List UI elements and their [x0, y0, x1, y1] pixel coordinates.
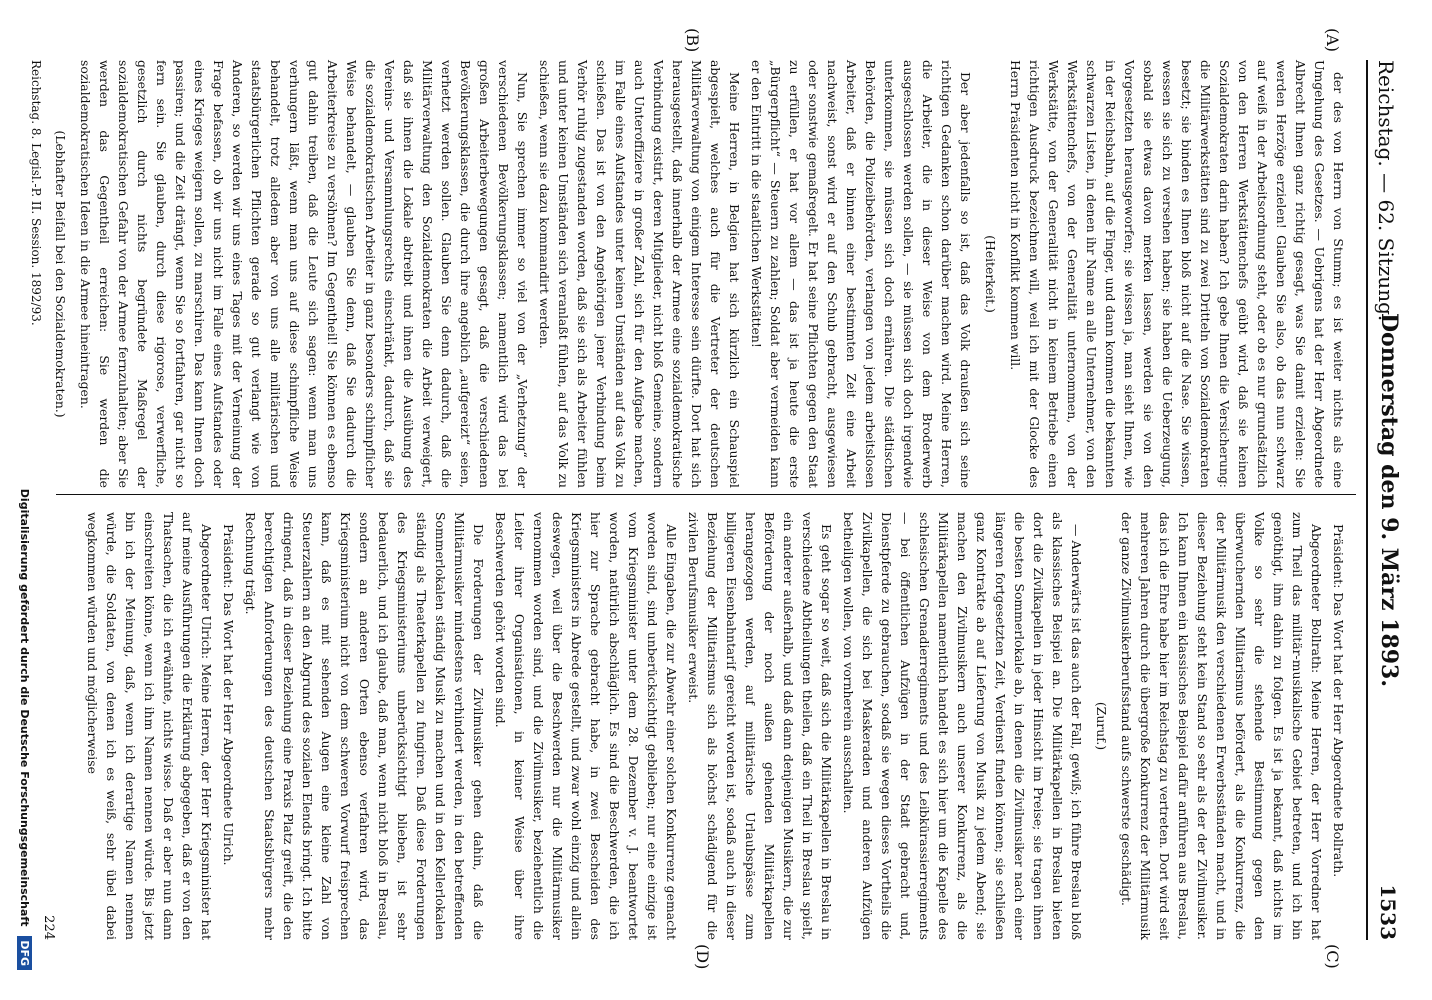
column-divider — [56, 494, 1356, 495]
page-number: 1533 — [1376, 884, 1400, 940]
digitization-credit — [17, 0, 32, 1000]
right-column — [58, 512, 1348, 940]
interjection: (Zuruf.) — [1094, 701, 1109, 751]
margin-letter-a: (A) — [1323, 28, 1342, 53]
footer-note: Reichstag. 8. Legisl.-P. II. Session. 1892/93. — [29, 60, 43, 326]
page-header — [1370, 60, 1410, 940]
paragraph: Alle Eingaben, die zur Abwehr einer solchen Konkurrenz gemacht worden sind, sind unberücksichtigt geblieben; nur eine einzige ist vom Kriegsminister unter dem 28. Dezember v. J. beantwortet worden, natürlich abschläglich. Es sind die Beschwerden, die ich hier zur Sprache gebracht habe, in zwei Bescheiden des Kriegsministers in Abrede gestellt, und zwar wohl einzig und allein deswegen, weil über die Beschwerden nur die Militärmusiker vernommen worden sind, und die Zivilmusiker, beziehentlich die Leiter ihrer Organisationen, in keiner Weise über ihre Beschwerden gehört worden sind. — [493, 512, 679, 940]
header-rule — [1366, 60, 1368, 940]
paragraph: Es geht sogar so weit, daß sich die Militärkapellen in Breslau in verschiedene Abtheilungen theilen, daß ein Theil in Breslau spielt, ein anderer außerhalb, und daß dann denjenigen Musikern, die zur Beförderung der noch außen gehenden Militärkapellen herangezogen werden, auf militärische Urlaubspässe zum billigeren Eisenbahntarif gereicht worden ist, sodaß auch in dieser Beziehung der Militarismus sich als höchst schädigend für die zivilen Berufsmusiker erweist. — [686, 512, 834, 940]
paragraph: Der aber jedenfalls so ist, daß das Volk draußen sich seine richtigen Gedanken schon darüber machen wird. Meine Herren, die Arbeiter, die in dieser Weise von dem Broderwerb ausgeschlossen werden sollen, — sie müssen sich doch irgendwie unterkommen, sie müssen sich doch ernähren. Die städtischen Behörden, die Polizeibehörden, verlangen von jedem arbeitslosen Arbeiter, daß er binnen einer bestimmten Zeit eine Arbeit nachweist, sonst wird er auf den Schub gebracht, ausgewiesen oder sonstwie gemaßregelt. Er hat seine Pflichten gegen den Staat zu erfüllen, er hat vor allem — das ist ja heute die erste „Bürgerpflicht“ — Steuern zu zahlen; Soldat aber vermeiden kann er den Eintritt in die staatlichen Werkstätten! — [749, 60, 973, 488]
paragraph: der des von Herrn von Stumm; es ist weiter nichts als eine Umgehung des Gesetzes. — Uebrigens hat der Herr Abgeordnete Albrecht Ihnen ganz richtig gesagt, was Sie damit erzielen: Sie werden Herzöge erzielen! Glauben Sie also, ob das nun schwarz auf weiß in der Arbeitsordnung steht, oder ob es nur grundsätzlich von den Herren Werkstättenchefs geübt wird, daß sie keinen Sozialdemokraten darin haben? Ich gebe Ihnen die Versicherung: die Militärwerkstätten sind zu zwei Dritteln von Sozialdemokraten besetzt; sie binden es Ihnen bloß nicht auf die Nase. Sie wissen, wessen sie sich zu versehen haben; sie haben die Ueberzeugung, sobald sie etwas davon merken lassen, werden sie von den Vorgesetzten herausgeworfen; sie wissen ja, man sieht Ihnen, wie in der Reichsbahn, auf die Finger, und dann kommen die bekannten schwarzen Listen, in denen ihr Name an alle Unternehmer, von den Werkstättenchefs, von der Generalität unternommen, von der Werkstätte, von der Generalität nicht in keinem Betriebe einen richtigen Ausdruck bezeichnen will, weil ich mit der Glocke des Herrn Präsidenten nicht in Konflikt kommen will. — [1008, 60, 1346, 488]
header-left: Reichstag. — 62. Sitzung. — [1374, 60, 1398, 322]
left-column — [29, 60, 1348, 488]
header-date: Donnerstag den 9. März 1893. — [1376, 312, 1402, 688]
interjection: (Lebhafter Beifall bei den Sozialdemokraten.) — [53, 130, 68, 418]
margin-letter-b: (B) — [683, 28, 702, 53]
paragraph: Abgeordneter Bollrath: Meine Herren, der Herr Vorredner hat zum Theil das militär-musikalische Gebiet betreten, und ich bin genöthigt, ihm dahin zu folgen. Es ist ja bekannt, daß nichts im Volke so sehr die stehende Bestimmung gegen den überwuchernden Militarismus befördert, als die Konkurrenz, die der Militärmusik den verschiedenen Erwerbsständen macht, und in dieser Beziehung steht kein Stand so sehr als der der Zivilmusiker. Ich kann Ihnen ein klassisches Beispiel dafür anführen aus Breslau, das ich die Ehre habe hier im Reichstag zu vertreten. Dort wird seit mehreren Jahren durch die übergroße Konkurrenz der Militärmusik der ganze Zivilmusikerberufsstand aufs schwerste geschädigt. — [1119, 512, 1324, 940]
margin-letter-c: (C) — [1323, 944, 1342, 969]
paragraph: Abgeordneter Ulrich: Meine Herren, der Herr Kriegsminister hat auf meine Ausführungen die Erklärung abgegeben, daß er von den Thatsachen, die ich erwähnte, nichts wisse. Daß er aber nun dann einschreiten könne, wenn ich ihm Namen nennen würde. Bis jetzt bin ich der Meinung, daß, wenn ich derartige Namen nennen würde, die Soldaten, von denen ich es weiß, sehr übel dabei wegkommen würden und möglicherweise — [85, 512, 214, 940]
paragraph: Präsident: Das Wort hat der Herr Abgeordnete Ulrich. — [221, 524, 236, 866]
paragraph: — Anderwärts ist das auch der Fall, gewiß; ich führe Breslau bloß als klassisches Beispiel an. Die Militärkapellen in Breslau bieten dort die Zivilkapellen in jeder Hinsicht im Preise; sie tragen ihnen die besten Sommerlokale ab, in denen die Zivilmusiker nach einer längeren fortgesetzten Zeit, Verdienst finden können; sie schließen ganz Kontrakte ab auf Lieferung von Musik zu jedem Abend; sie machen den Zivilmusikern auch unserer Konkurrenz, als die Militärkapellen namentlich handelt es sich hier um die Kapelle des schlesischen Grenadierregiments und des Leibkürassierregiments — bei öffentlichen Aufzügen in der Stadt gebracht und, Dienstpferde zu gebrauchen, sodaß sie wegen dieses Vortheils die Zivilkapellen, die sich bei Maskeraden und anderen Aufzügen betheiligen wollen, von vornherein ausschalten. — [841, 512, 1084, 940]
page-signature: 224 — [41, 915, 56, 940]
margin-letter-d: (D) — [693, 944, 712, 970]
paragraph: Die Forderungen der Zivilmusiker gehen dahin, daß die Militärmusiker mindestens verhindert werden, in den betreffenden Sommerlokalen ständig Musik zu machen und in den Kellerlokalen ständig als Theaterkapellen zu fungiren. Daß diese Forderungen des Kriegsministeriums unberücksichtigt blieben, ist sehr bedauerlich, und ich glaube, daß man, wenn nicht bloß in Breslau, sondern an anderen Orten ebenso verfahren wird, das Kriegsministerium nicht von dem schweren Vorwurf freisprechen kann, daß es mit sehenden Augen eine kleine Zahl von Steuerzahlern an den Abgrund des sozialen Elends bringt. Ich bitte dringend, daß in dieser Beziehung eine Praxis Platz greift, die den berechtigten Anforderungen des deutschen Staatsbürgers mehr Rechnung trägt. — [243, 512, 486, 940]
paragraph: Meine Herren, in Belgien hat sich kürzlich ein Schauspiel abgespielt, welches auch für die Vertreter der deutschen Militärverwaltung von einigem Interesse sein dürfte. Dort hat sich herausgestellt, daß innerhalb der Armee eine sozialdemokratische Verbindung existirt, deren Mitglieder, nicht bloß Gemeine, sondern auch Unteroffiziere in großer Zahl, sich für den Aufgabe machen, im Falle eines Aufstandes unter keinen Umständen auf das Volk zu schießen. Das ist von den Angehörigen jener Verbindung beim Verhör ruhig zugestanden worden, daß sie sich als Arbeiter fühlen und unter keinen Umständen sich veranlaßt fühlen, auf das Volk zu schießen, wenn sie dazu kommandirt werden. — [537, 60, 742, 488]
digitization-text: Digitalisierung gefördert durch die Deutsche Forschungsgemeinschaft — [18, 488, 31, 927]
dfg-logo: DFG — [17, 936, 32, 970]
interjection: (Heiterkeit.) — [983, 235, 998, 313]
paragraph: Präsident: Das Wort hat der Herr Abgeordnete Bollrath. — [1331, 524, 1346, 878]
paragraph: Nun, Sie sprechen immer so viel von der „Verhetzung“ der verschiedenen Bevölkerungsklassen; namentlich wird das bei großen Arbeiterbewegungen gesagt, daß die verschiedenen Bevölkerungsklassen, die durch ihre angeblich „aufgereizt“ seien, verhetzt werden sollen. Glauben Sie denn dadurch, daß die Militärverwaltung den Sozialdemokraten die Arbeit verweigert, daß sie ihnen die Lokale abtreibt und ihnen die Ausübung des Vereins- und Versammlungsrechts einschränkt, dadurch, daß sie die sozialdemokratischen Arbeiter in ganz besonders schimpflicher Weise behandelt, — glauben Sie denn, daß Sie dadurch die Arbeiterkreise zu versöhnen? Im Gegentheil! Sie können es ebenso gut dahin treiben, daß die Leute sich sagen: wenn man uns verhungern läßt, wenn man uns auf diese schimpfliche Weise behandelt, trotz alledem aber von uns alle militärischen und staatsbürgerlichen Pflichten gerade so gut verlangt wie von Anderen, so werden wir uns eines Tages mit der Verneinung der Frage befassen, ob wir uns nicht im Falle eines Aufstandes oder eines Krieges weigern sollen, zu marschiren. Das kann Ihnen doch passiren; und die Zeit drängt, wenn Sie so fortfahren, gar nicht so fern sein. Sie glauben, durch diese rigorose, verwerfliche, gesetzlich durch nichts begründete Maßregel der sozialdemokratischen Gefahr von der Armee fernzuhalten; aber Sie werden das Gegentheil erreichen: Sie werden die sozialdemokratischen Ideen in die Armee hineintragen. — [78, 60, 530, 488]
